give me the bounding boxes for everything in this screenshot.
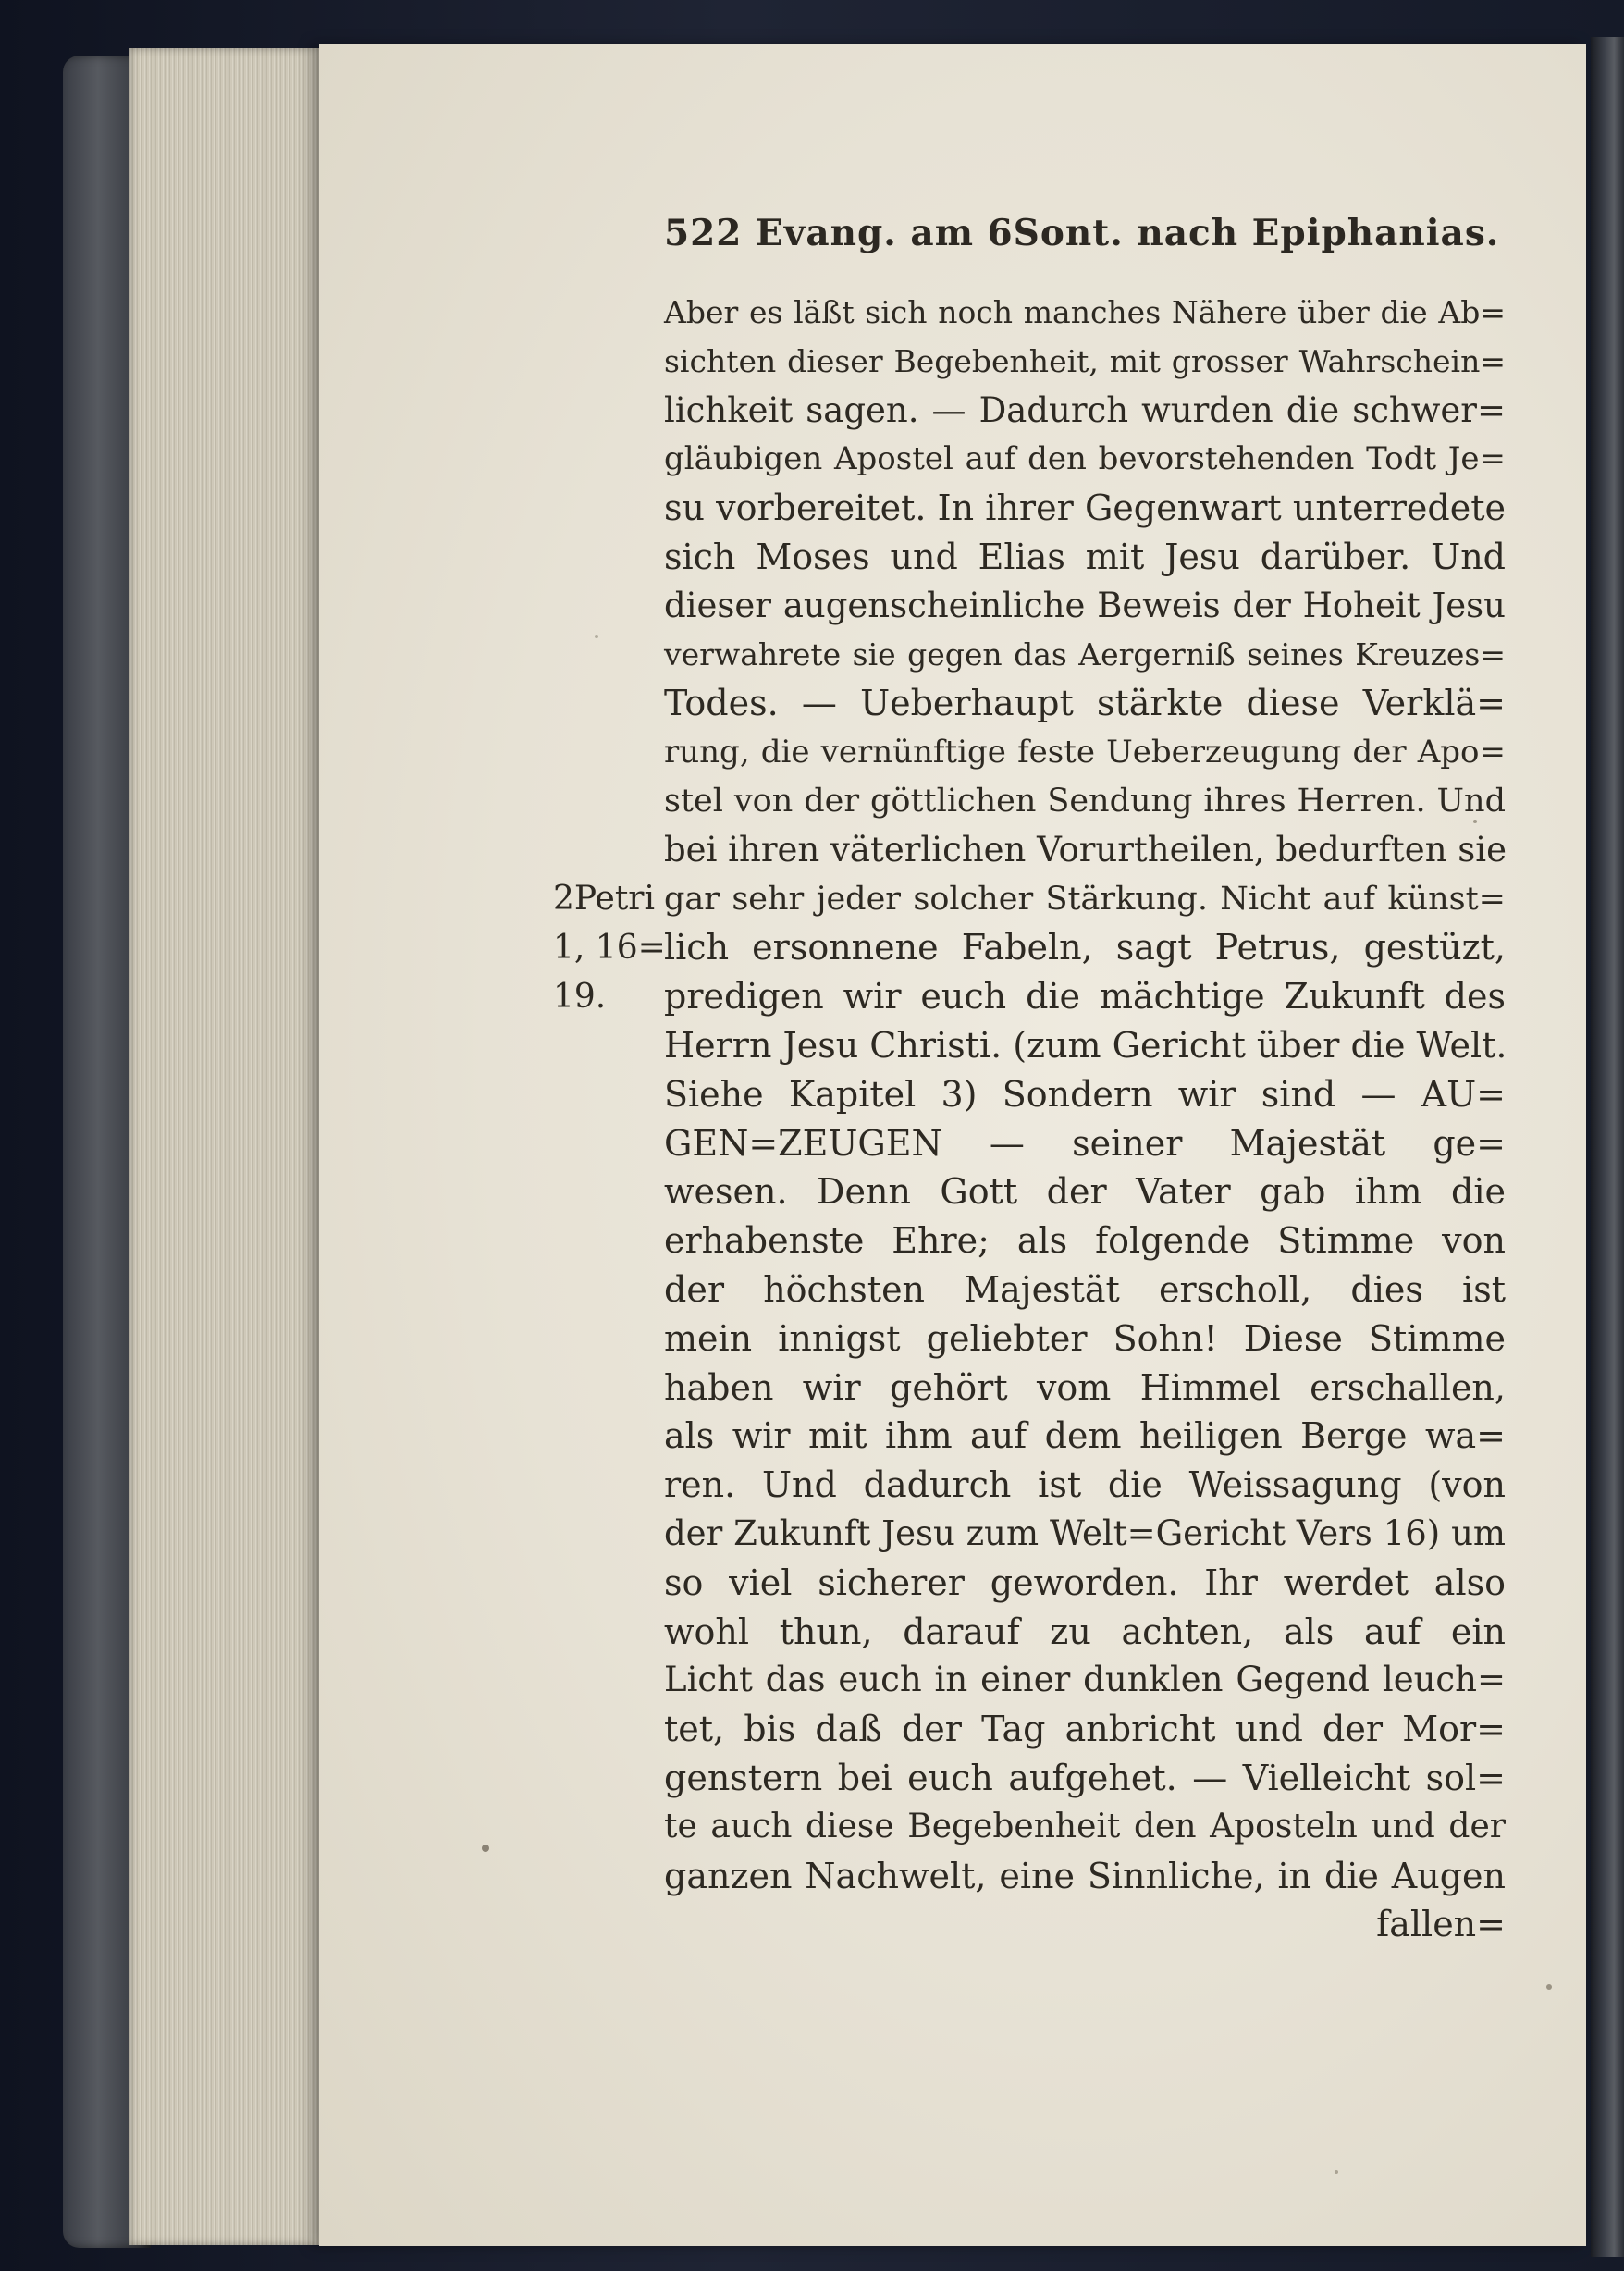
catchword: fallen= [1376, 1904, 1506, 1945]
text-line: bei ihren väterlichen Vorurtheilen, bedurften sie [664, 829, 1507, 870]
text-line: Licht das euch in einer dunklen Gegend leuch= [664, 1660, 1506, 1700]
text-line: genstern bei euch aufgehet. — Vielleicht sol= [664, 1757, 1506, 1798]
text-line: tet, bis daß der Tag anbricht und der Mor= [664, 1709, 1506, 1750]
page-edges [129, 48, 328, 2245]
text-line: ren. Und dadurch ist die Weissagung (von [664, 1464, 1506, 1506]
running-head: 522 Evang. am 6Sont. nach Epiphanias. [664, 212, 1500, 254]
text-line: Siehe Kapitel 3) Sondern wir sind — AU= [664, 1073, 1506, 1115]
text-line: GEN=ZEUGEN — seiner Majestät ge= [664, 1122, 1506, 1164]
text-line: Aber es läßt sich noch manches Nähere über die Ab= [664, 294, 1506, 330]
margin-note-line: 1, 16= [553, 928, 666, 967]
text-line: Todes. — Ueberhaupt stärkte diese Verklä= [664, 683, 1506, 724]
text-line: gläubigen Apostel auf den bevorstehenden Todt Je= [664, 440, 1506, 478]
body-text [664, 289, 1506, 1949]
text-line: so viel sicherer geworden. Ihr werdet also [664, 1561, 1506, 1603]
margin-note-line: 2Petri [553, 880, 656, 918]
text-line: lich ersonnene Fabeln, sagt Petrus, gestüzt, [664, 927, 1506, 969]
text-line: gar sehr jeder solcher Stärkung. Nicht auf künst= [664, 880, 1506, 918]
text-line: wesen. Denn Gott der Vater gab ihm die [664, 1171, 1506, 1213]
text-line: Herrn Jesu Christi. (zum Gericht über die Welt. [664, 1024, 1507, 1066]
text-line: su vorbereitet. In ihrer Gegenwart unterredete [664, 488, 1506, 529]
margin-note-line: 19. [553, 977, 607, 1016]
text-line: wohl thun, darauf zu achten, als auf ein [664, 1611, 1506, 1652]
text-line: der Zukunft Jesu zum Welt=Gericht Vers 16) um [664, 1512, 1506, 1553]
text-line: lichkeit sagen. — Dadurch wurden die schwer= [664, 389, 1506, 430]
text-line: stel von der göttlichen Sendung ihres Herren. Und [664, 782, 1506, 820]
text-line: verwahrete sie gegen das Aergerniß seines Kreuzes= [664, 636, 1506, 673]
text-line: sich Moses und Elias mit Jesu darüber. Und [664, 536, 1506, 577]
text-line: erhabenste Ehre; als folgende Stimme von [664, 1220, 1506, 1262]
margin-note [553, 875, 666, 1021]
text-line: ganzen Nachwelt, eine Sinnliche, in die Augen [664, 1855, 1506, 1896]
text-line: mein innigst geliebter Sohn! Diese Stimme [664, 1317, 1506, 1359]
text-line: rung, die vernünftige feste Ueberzeugung der Apo= [664, 734, 1506, 771]
text-line: sichten dieser Begebenheit, mit grosser Wahrschein= [664, 342, 1506, 379]
text-line: predigen wir euch die mächtige Zukunft des [664, 976, 1506, 1018]
text-line: dieser augenscheinliche Beweis der Hoheit Jesu [664, 585, 1506, 625]
text-line: haben wir gehört vom Himmel erschallen, [664, 1366, 1506, 1408]
text-line: der höchsten Majestät erscholl, dies ist [664, 1268, 1506, 1310]
text-line: te auch diese Begebenheit den Aposteln und der [664, 1807, 1506, 1845]
text-line: als wir mit ihm auf dem heiligen Berge wa= [664, 1415, 1506, 1457]
facing-page-gutter [1591, 37, 1624, 2257]
